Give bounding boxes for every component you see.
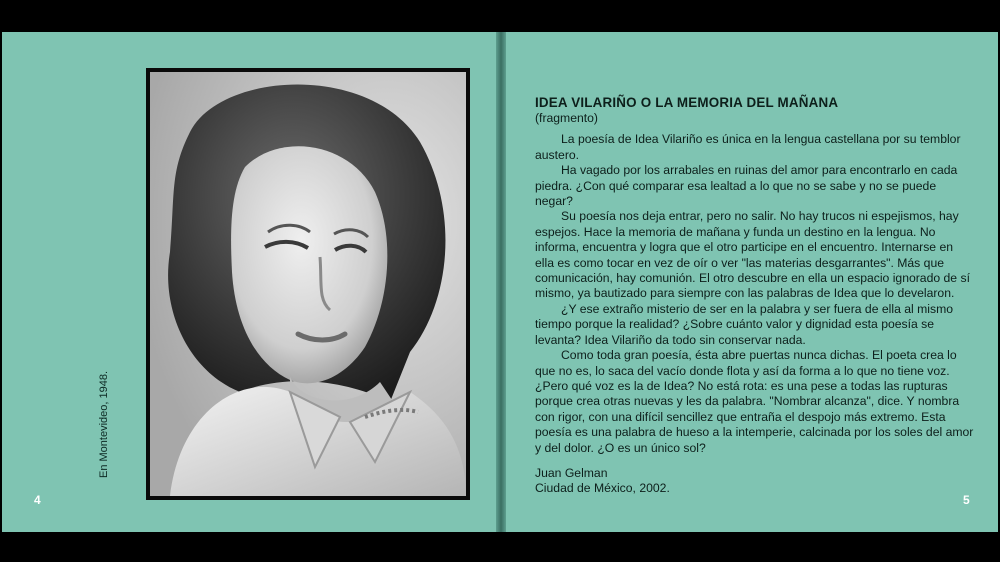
photo-caption: En Montevideo, 1948. xyxy=(98,370,110,478)
page-number-right: 5 xyxy=(963,493,970,507)
portrait-illustration xyxy=(150,72,466,496)
essay-paragraph: Ha vagado por los arrabales en ruinas del amor para encontrarlo en cada piedra. ¿Con qué comparar esa lealtad a lo que no se sabe y no se puede negar? xyxy=(535,163,958,209)
essay-title: IDEA VILARIÑO O LA MEMORIA DEL MAÑANA xyxy=(535,95,839,110)
book-gutter xyxy=(496,32,506,532)
portrait-photo-frame xyxy=(146,68,470,500)
portrait-photo xyxy=(150,72,466,496)
essay-subtitle: (fragmento) xyxy=(535,111,598,125)
essay-paragraph: La poesía de Idea Vilariño es única en la lengua castellana por su temblor austero. xyxy=(535,132,961,162)
essay-paragraph: Como toda gran poesía, ésta abre puertas nunca dichas. El poeta crea lo que no es, lo saca del vacío donde flota y así da forma a lo que no tiene voz. ¿Pero qué voz es la de Idea? No está rota: es una pese a todas las rupturas porque crea otras nuevas y les da palabra. "Nombrar alcanza", dice. Y nombra con rigor, con una difícil sencillez que entraña el despojo más extremo. Esta poesía es una palabra de hueso a la intemperie, calcinada por los soles del amor y del dolor. ¿O es un único sol? xyxy=(535,348,974,455)
essay-text xyxy=(535,95,975,497)
essay-paragraph: Su poesía nos deja entrar, pero no salir. No hay trucos ni espejismos, hay espejos. Hace la memoria de mañana y funda un destino en la lengua. No informa, encuentra y logra que el otro participe en el encuentro. Internarse en ella es como tocar en vez de oír o ver "las materias desgarrantes". Más que comunicación, hay comunión. El otro descubre en ella un espacio ignorado de sí mismo, ya bautizado para siempre con las palabras de Idea que lo develaron. xyxy=(535,209,970,301)
essay-paragraph: ¿Y ese extraño misterio de ser en la palabra y ser fuera de ella al mismo tiempo porque la realidad? ¿Sobre cuánto valor y dignidad esta poesía se levanta? Idea Vilariño da todo sin conservar nada. xyxy=(535,301,953,347)
author-name: Juan Gelman xyxy=(535,465,608,480)
place-date: Ciudad de México, 2002. xyxy=(535,481,670,496)
page-number-left: 4 xyxy=(34,493,41,507)
signature-block xyxy=(535,466,975,497)
